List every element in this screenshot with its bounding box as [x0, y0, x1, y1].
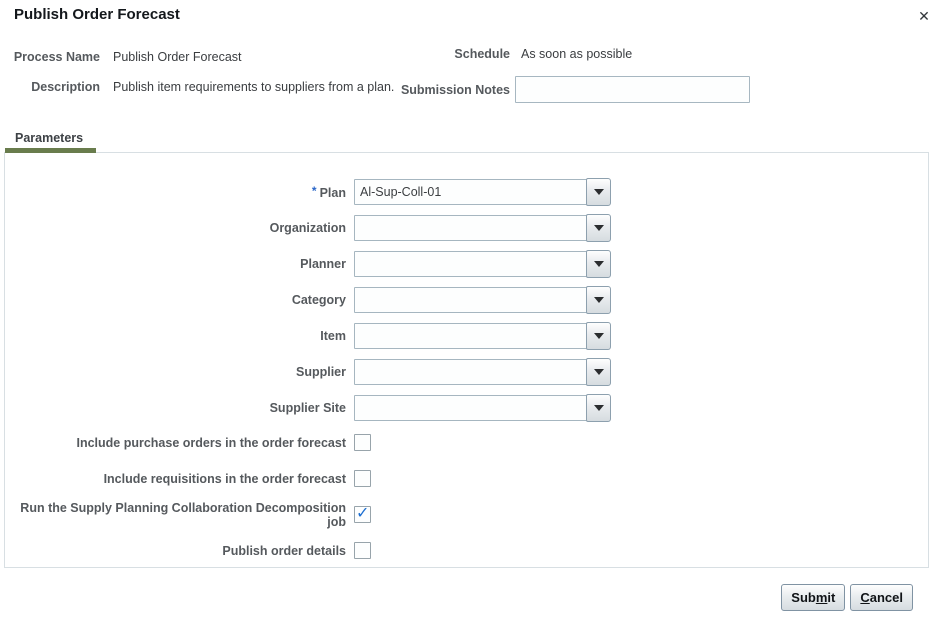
close-icon[interactable]: ✕ — [918, 7, 930, 24]
include-purchase-orders-label: Include purchase orders in the order forecast — [76, 435, 346, 450]
field-row-supplier — [5, 358, 928, 386]
required-marker: * — [311, 184, 317, 198]
supplier-label: Supplier — [295, 365, 346, 379]
chevron-down-icon — [594, 369, 604, 375]
checkmark-icon: ✓ — [356, 505, 370, 522]
supplier-site-label: Supplier Site — [269, 401, 346, 415]
field-row-plan — [5, 178, 928, 206]
item-dropdown-button[interactable] — [586, 322, 611, 350]
item-label: Item — [320, 329, 346, 343]
submission-notes-input[interactable] — [515, 76, 750, 103]
supplier-dropdown-button[interactable] — [586, 358, 611, 386]
publish-order-details-checkbox[interactable] — [354, 542, 371, 559]
field-row-organization — [5, 214, 928, 242]
submission-notes-label: Submission Notes — [400, 83, 510, 97]
supplier-site-dropdown-button[interactable] — [586, 394, 611, 422]
chevron-down-icon — [594, 333, 604, 339]
dialog-title: Publish Order Forecast — [14, 6, 180, 23]
process-name-label: Process Name — [13, 50, 100, 64]
field-row-include-requisitions — [5, 470, 928, 487]
supplier-input[interactable] — [354, 359, 587, 385]
plan-dropdown-button[interactable] — [586, 178, 611, 206]
footer-button-bar — [781, 584, 913, 611]
tab-parameters[interactable]: Parameters — [15, 131, 84, 145]
chevron-down-icon — [594, 405, 604, 411]
description-label: Description — [31, 80, 100, 94]
schedule-value: As soon as possible — [521, 47, 633, 61]
publish-order-details-label: Publish order details — [222, 543, 346, 558]
run-decomposition-job-checkbox[interactable] — [354, 506, 371, 523]
run-decomposition-job-label: Run the Supply Planning Collaboration Decomposition job — [20, 500, 346, 529]
supplier-site-input[interactable] — [354, 395, 587, 421]
field-row-run-decomposition-job — [5, 500, 928, 529]
field-row-publish-order-details — [5, 542, 928, 559]
organization-label: Organization — [269, 221, 346, 235]
field-row-supplier-site — [5, 394, 928, 422]
chevron-down-icon — [594, 189, 604, 195]
schedule-label: Schedule — [454, 47, 510, 61]
include-requisitions-label: Include requisitions in the order forecast — [103, 471, 346, 486]
tab-active-underline — [5, 148, 96, 153]
category-dropdown-button[interactable] — [586, 286, 611, 314]
cancel-button[interactable]: C ancel — [850, 584, 913, 611]
planner-input[interactable] — [354, 251, 587, 277]
field-row-item — [5, 322, 928, 350]
chevron-down-icon — [594, 261, 604, 267]
plan-input[interactable] — [354, 179, 587, 205]
plan-label: * Plan — [311, 184, 346, 200]
process-name-value: Publish Order Forecast — [113, 50, 242, 64]
submit-button[interactable]: Sub m it — [781, 584, 845, 611]
planner-label: Planner — [300, 257, 346, 271]
field-row-planner — [5, 250, 928, 278]
item-input[interactable] — [354, 323, 587, 349]
field-row-category — [5, 286, 928, 314]
organization-input[interactable] — [354, 215, 587, 241]
parameters-panel — [4, 152, 929, 568]
category-label: Category — [291, 293, 346, 307]
chevron-down-icon — [594, 225, 604, 231]
description-value: Publish item requirements to suppliers from a plan. — [113, 80, 395, 94]
chevron-down-icon — [594, 297, 604, 303]
category-input[interactable] — [354, 287, 587, 313]
field-row-include-purchase-orders — [5, 434, 928, 451]
include-requisitions-checkbox[interactable] — [354, 470, 371, 487]
include-purchase-orders-checkbox[interactable] — [354, 434, 371, 451]
organization-dropdown-button[interactable] — [586, 214, 611, 242]
planner-dropdown-button[interactable] — [586, 250, 611, 278]
